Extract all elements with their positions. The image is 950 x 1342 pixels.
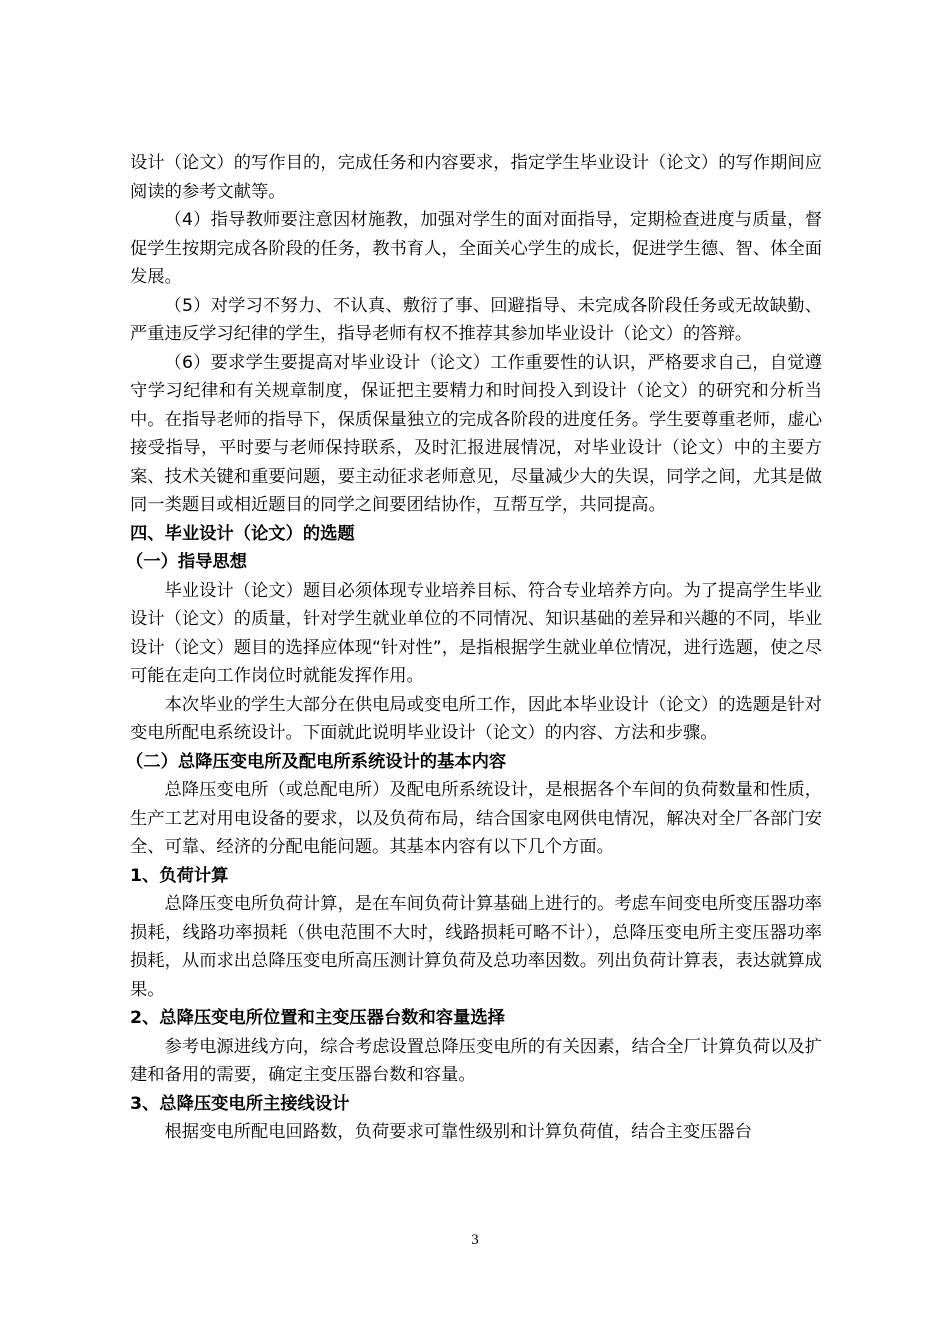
paragraph: 根据变电所配电回路数，负荷要求可靠性级别和计算负荷值，结合主变压器台: [164, 1122, 753, 1142]
paragraph: 设计（论文）的写作目的，完成任务和内容要求，指定学生毕业设计（论文）的写作期间应阅读的参考文献等。: [130, 153, 822, 202]
paragraph: 毕业设计（论文）题目必须体现专业培养目标、符合专业培养方向。为了提高学生毕业设计（论文）的质量，针对学生就业单位的不同情况、知识基础的差异和兴趣的不同，毕业设计（论文）题目的选择应体现“针对性”，是指根据学生就业单位情况，进行选题，使之尽可能在走向工作岗位时就能发挥作用。: [130, 580, 822, 686]
subsection-heading: （二）总降压变电所及配电所系统设计的基本内容: [126, 751, 507, 772]
paragraph: 参考电源进线方向，综合考虑设置总降压变电所的有关因素，结合全厂计算负荷以及扩建和备用的需要，确定主变压器台数和容量。: [130, 1036, 822, 1085]
paragraph: （4）指导教师要注意因材施教，加强对学生的面对面指导，定期检查进度与质量，督促学生按期完成各阶段的任务，教书育人，全面关心学生的成长，促进学生德、智、体全面发展。: [130, 210, 822, 287]
section-heading: 四、毕业设计（论文）的选题: [130, 523, 355, 544]
paragraph: （5）对学习不努力、不认真、敷衍了事、回避指导、未完成各阶段任务或无故缺勤、严重违反学习纪律的学生，指导老师有权不推荐其参加毕业设计（论文）的答辩。: [130, 295, 822, 344]
page-number: 3: [471, 1232, 479, 1248]
paragraph: 总降压变电所（或总配电所）及配电所系统设计，是根据各个车间的负荷数量和性质，生产工艺对用电设备的要求，以及负荷布局，结合国家电网供电情况，解决对全厂各部门安全、可靠、经济的分配电能问题。其基本内容有以下几个方面。: [130, 780, 822, 857]
paragraph: （6）要求学生要提高对毕业设计（论文）工作重要性的认识，严格要求自己，自觉遵守学习纪律和有关规章制度，保证把主要精力和时间投入到设计（论文）的研究和分析当中。在指导老师的指导下，保质保量独立的完成各阶段的进度任务。学生要尊重老师，虚心接受指导，平时要与老师保持联系，及时汇报进展情况，对毕业设计（论文）中的主要方案、技术关键和重要问题，要主动征求老师意见，尽量减少大的失误，同学之间，尤其是做同一类题目或相近题目的同学之间要团结协作，互帮互学，共同提高。: [130, 352, 822, 515]
paragraph: 总降压变电所负荷计算，是在车间负荷计算基础上进行的。考虑车间变电所变压器功率损耗，线路功率损耗（供电范围不大时，线路损耗可略不计），总降压变电所主变压器功率损耗，从而求出总降压变电所高压测计算负荷及总功率因数。列出负荷计算表，表达就算成果。: [130, 894, 822, 1000]
item-heading: 2、总降压变电所位置和主变压器台数和容量选择: [130, 1008, 505, 1028]
paragraph: 本次毕业的学生大部分在供电局或变电所工作，因此本毕业设计（论文）的选题是针对变电所配电系统设计。下面就此说明毕业设计（论文）的内容、方法和步骤。: [130, 694, 822, 743]
document-body: [126, 149, 822, 1147]
subsection-heading: （一）指导思想: [126, 552, 247, 572]
item-heading: 1、负荷计算: [130, 865, 229, 886]
item-heading: 3、总降压变电所主接线设计: [130, 1093, 350, 1114]
